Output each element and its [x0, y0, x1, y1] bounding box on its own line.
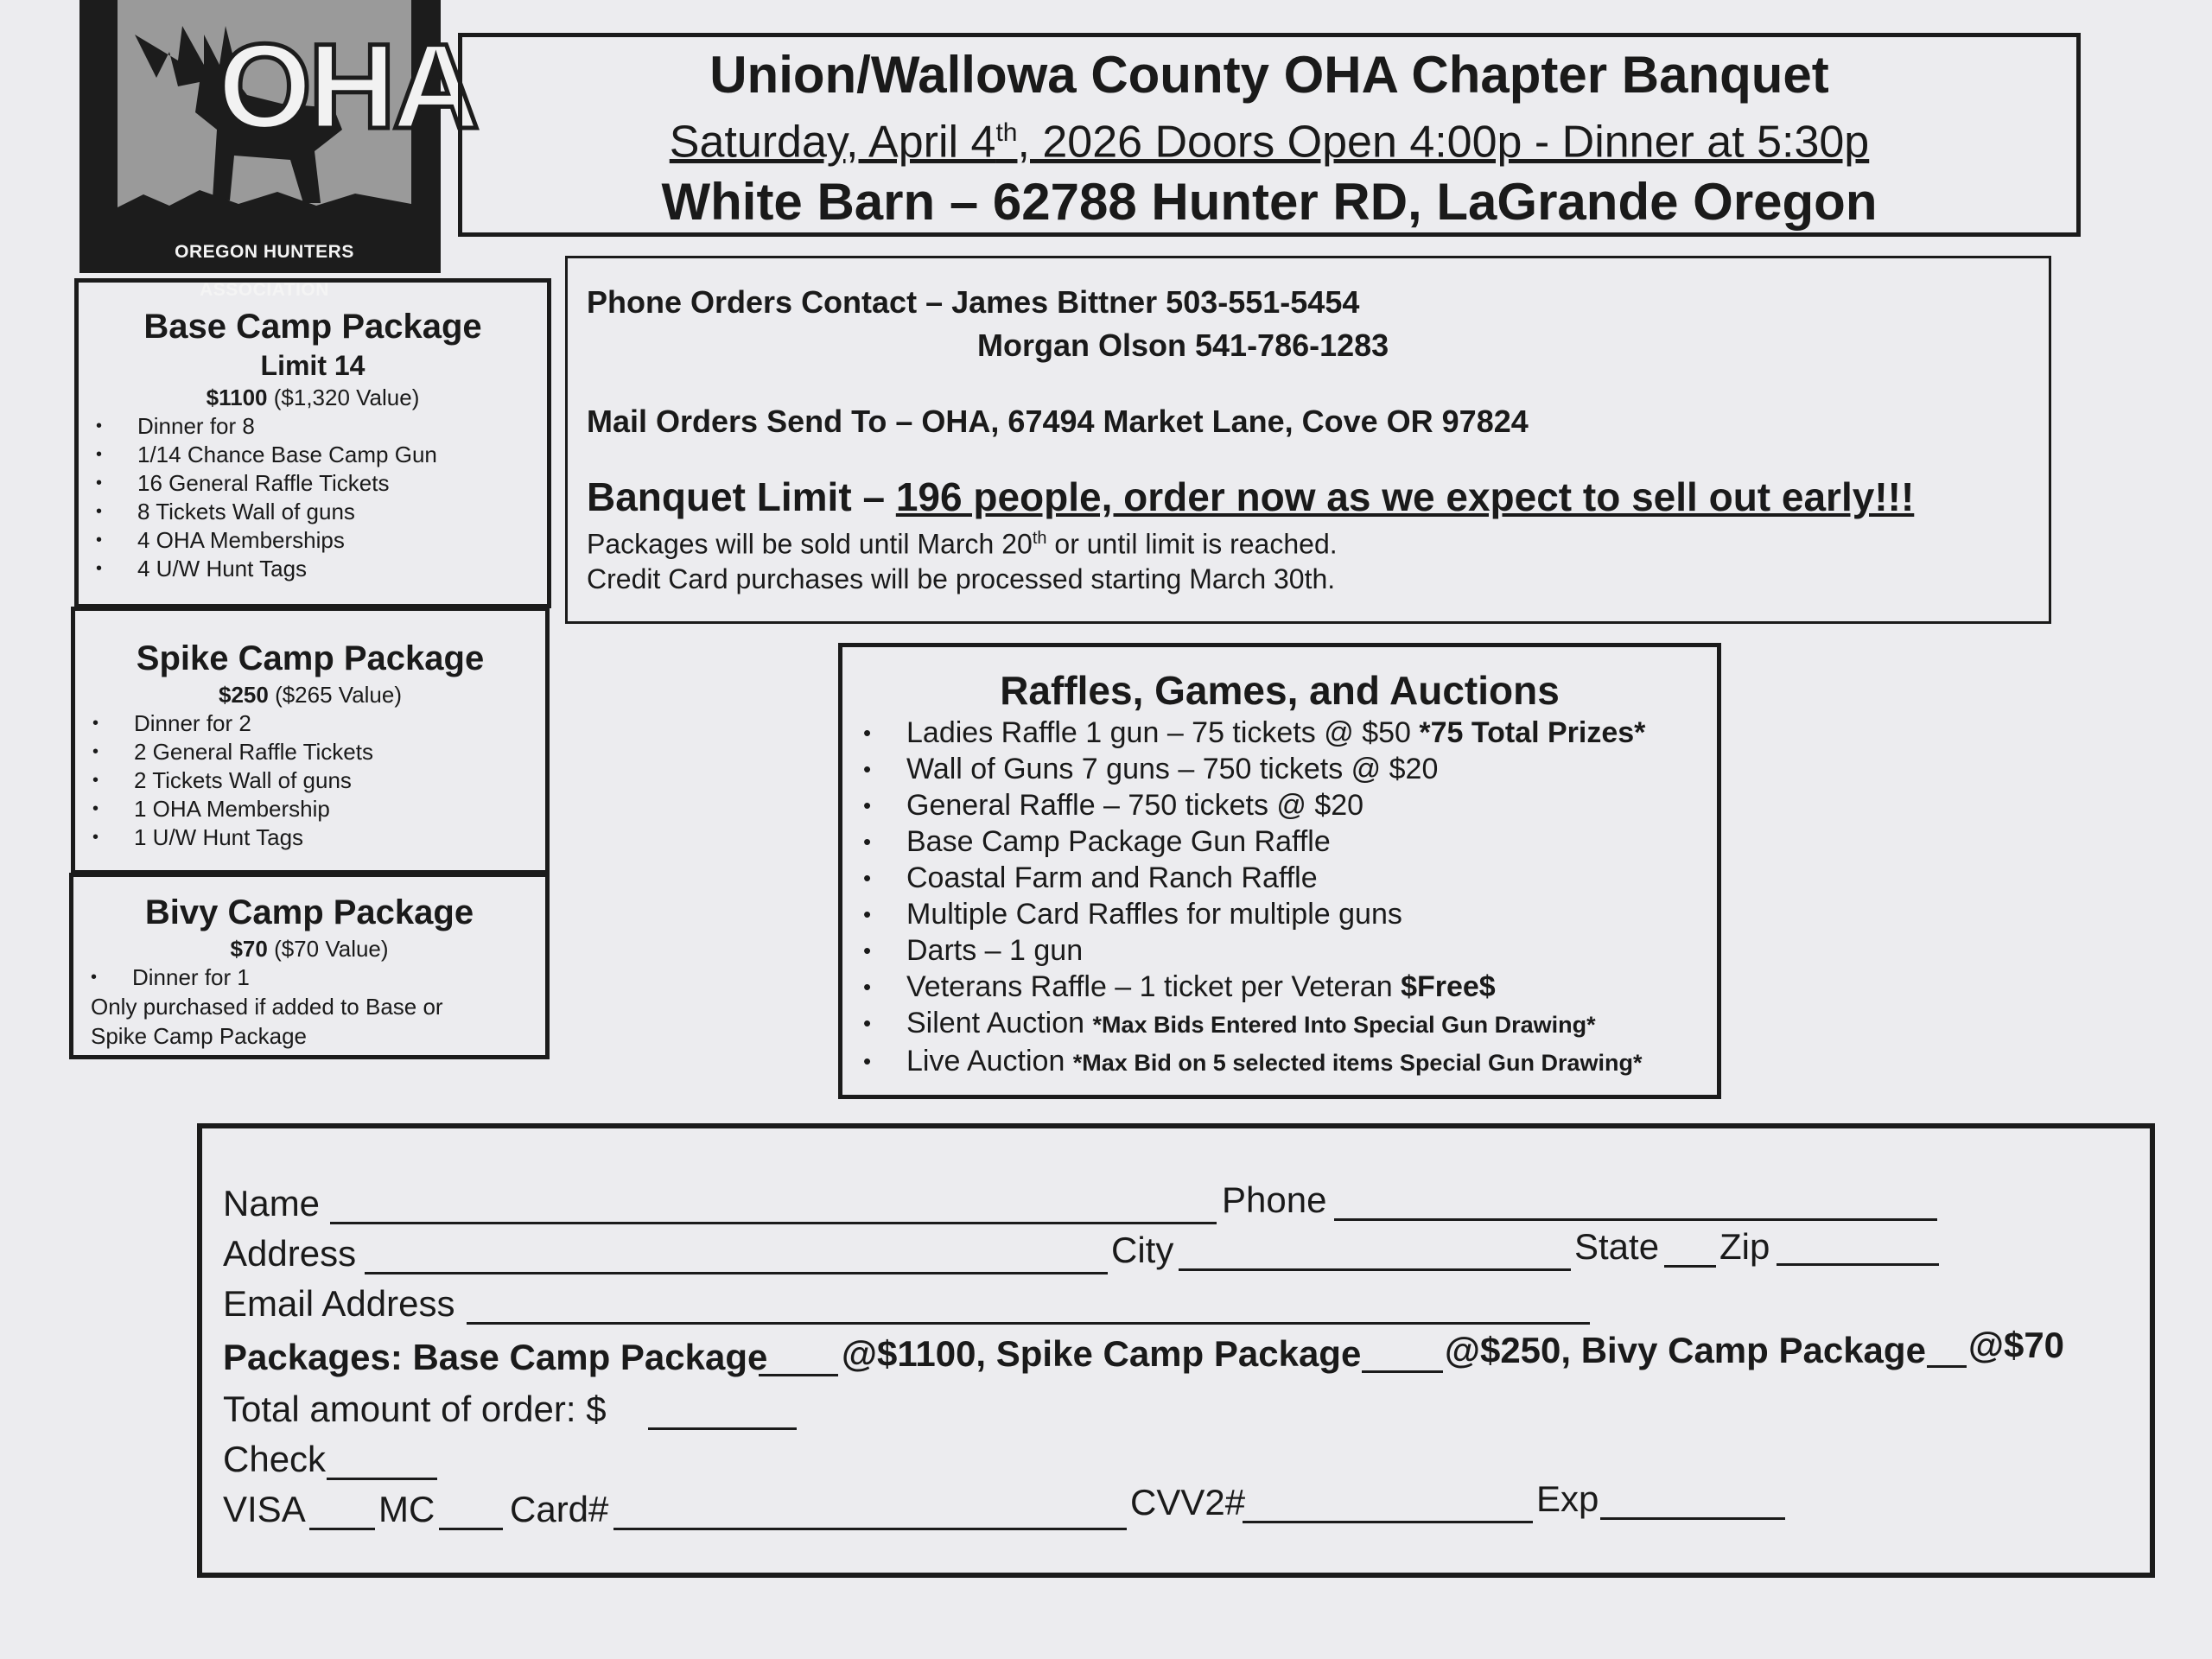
- phone-label: Phone: [1222, 1179, 1327, 1220]
- raffle-highlight: *75 Total Prizes*: [1419, 716, 1646, 749]
- package-title: Spike Camp Package: [136, 639, 485, 677]
- cvv-field[interactable]: [1243, 1521, 1533, 1523]
- address-label: Address: [223, 1233, 357, 1274]
- package-value: ($70 Value): [274, 936, 389, 962]
- email-field[interactable]: [467, 1322, 1590, 1325]
- package-items: [73, 963, 545, 992]
- state-label: State: [1574, 1226, 1660, 1267]
- mc-field[interactable]: [439, 1528, 503, 1530]
- list-item: • 2 Tickets Wall of guns: [75, 766, 545, 795]
- list-item: [842, 932, 1717, 969]
- package-note-line1: Only purchased if added to Base or: [91, 994, 443, 1020]
- list-item: [842, 715, 1717, 751]
- package-title: Bivy Camp Package: [144, 893, 474, 931]
- mc-label: MC: [378, 1489, 435, 1529]
- package-price: [79, 383, 547, 412]
- event-date-sup: th: [995, 118, 1018, 147]
- banquet-limit-text: 196 people, order now as we expect to sell out early!!!: [895, 474, 1915, 519]
- bivy-camp-qty-field[interactable]: [1927, 1365, 1967, 1368]
- list-item: • 1 U/W Hunt Tags: [75, 823, 545, 852]
- event-title: Union/Wallowa County OHA Chapter Banquet: [709, 46, 1829, 104]
- raffle-text: Wall of Guns 7 guns – 750 tickets @ $20: [906, 753, 1439, 785]
- city-field[interactable]: [1179, 1268, 1571, 1271]
- order-contact-box: [565, 256, 2051, 624]
- spike-camp-qty-field[interactable]: [1362, 1370, 1443, 1373]
- list-item: [842, 1043, 1717, 1081]
- bivy-camp-price-label: @$70: [1968, 1325, 2065, 1365]
- bivy-camp-package: [69, 873, 550, 1059]
- total-label: Total amount of order: $: [223, 1389, 607, 1429]
- order-form: [197, 1123, 2155, 1578]
- list-item: • Dinner for 2: [75, 709, 545, 738]
- package-limit: Limit 14: [260, 350, 365, 381]
- oha-logo: [79, 0, 477, 300]
- check-field[interactable]: [327, 1478, 437, 1480]
- phone-field[interactable]: [1334, 1218, 1937, 1221]
- raffle-text: Veterans Raffle – 1 ticket per Veteran: [906, 970, 1402, 1003]
- list-item: • 8 Tickets Wall of guns: [79, 498, 547, 526]
- sale-deadline: [587, 521, 2049, 562]
- list-item: • 4 OHA Memberships: [79, 526, 547, 555]
- base-camp-qty-field[interactable]: [759, 1374, 838, 1376]
- raffle-note: *Max Bids Entered Into Special Gun Drawing*: [1092, 1012, 1596, 1038]
- event-header: [458, 33, 2081, 237]
- raffle-text: Silent Auction: [906, 1007, 1093, 1039]
- sale-deadline-sup: th: [1032, 529, 1047, 548]
- sale-deadline-pre: Packages will be sold until March 20: [587, 528, 1033, 560]
- package-note-line2: Spike Camp Package: [91, 1023, 308, 1049]
- raffle-text: Live Auction: [906, 1045, 1073, 1077]
- raffles-list: [842, 715, 1717, 1081]
- banquet-limit: [587, 473, 2049, 521]
- sale-deadline-post: or until limit is reached.: [1046, 528, 1338, 560]
- phone-orders-contact: Phone Orders Contact – James Bittner 503-551-5454: [587, 284, 1360, 320]
- visa-field[interactable]: [309, 1528, 375, 1530]
- raffle-highlight: $Free$: [1401, 970, 1496, 1003]
- list-item: [842, 751, 1717, 787]
- raffle-text: Darts – 1 gun: [906, 934, 1084, 967]
- package-title: Base Camp Package: [143, 308, 482, 346]
- list-item: [842, 896, 1717, 932]
- list-item: [842, 969, 1717, 1005]
- exp-field[interactable]: [1600, 1517, 1785, 1520]
- logo-mark: OHA: [218, 18, 477, 154]
- package-price-amount: $1100: [206, 385, 268, 410]
- zip-label: Zip: [1719, 1226, 1770, 1267]
- packages-label: Packages: Base Camp Package: [223, 1337, 768, 1377]
- list-item: • 16 General Raffle Tickets: [79, 469, 547, 498]
- raffle-text: Base Camp Package Gun Raffle: [906, 825, 1331, 858]
- raffle-text: Coastal Farm and Ranch Raffle: [906, 861, 1318, 894]
- list-item: • Dinner for 8: [79, 412, 547, 441]
- list-item: • 2 General Raffle Tickets: [75, 738, 545, 766]
- package-price-amount: $250: [218, 682, 269, 708]
- raffle-text: General Raffle – 750 tickets @ $20: [906, 789, 1364, 822]
- list-item: • 1 OHA Membership: [75, 795, 545, 823]
- credit-card-note: Credit Card purchases will be processed starting March 30th.: [587, 563, 1336, 594]
- package-items: [79, 412, 547, 583]
- name-label: Name: [223, 1183, 321, 1224]
- cvv-label: CVV2#: [1130, 1482, 1246, 1522]
- list-item: [842, 823, 1717, 860]
- city-label: City: [1111, 1230, 1174, 1270]
- state-field[interactable]: [1664, 1265, 1716, 1268]
- check-label: Check: [223, 1439, 327, 1479]
- zip-field[interactable]: [1777, 1263, 1939, 1266]
- list-item: [842, 787, 1717, 823]
- package-price: [75, 680, 545, 709]
- event-date-pre: Saturday, April 4: [669, 117, 996, 168]
- card-number-label: Card#: [510, 1489, 609, 1529]
- list-item: • 4 U/W Hunt Tags: [79, 555, 547, 583]
- logo-org-name: OREGON HUNTERS ASSOCIATION: [118, 233, 411, 268]
- phone-orders-contact-2: Morgan Olson 541-786-1283: [977, 327, 1389, 363]
- email-label: Email Address: [223, 1283, 455, 1324]
- spike-camp-price-label: @$250, Bivy Camp Package: [1445, 1330, 1926, 1370]
- raffles-box: [838, 643, 1721, 1099]
- exp-label: Exp: [1536, 1478, 1599, 1519]
- list-item: • 1/14 Chance Base Camp Gun: [79, 441, 547, 469]
- mail-orders: Mail Orders Send To – OHA, 67494 Market Lane, Cove OR 97824: [587, 404, 1529, 439]
- list-item: [842, 1005, 1717, 1043]
- name-field[interactable]: [330, 1222, 1217, 1224]
- address-field[interactable]: [365, 1272, 1108, 1274]
- spike-camp-package: [71, 607, 550, 874]
- event-date: [462, 103, 2076, 172]
- package-items: [75, 709, 545, 852]
- raffle-text: Multiple Card Raffles for multiple guns: [906, 898, 1402, 931]
- event-venue: White Barn – 62788 Hunter RD, LaGrande Oregon: [661, 173, 1878, 232]
- package-price: [73, 934, 545, 963]
- list-item: [842, 860, 1717, 896]
- base-camp-price-label: @$1100, Spike Camp Package: [842, 1333, 1362, 1374]
- raffles-title: Raffles, Games, and Auctions: [1000, 668, 1560, 713]
- total-field[interactable]: [648, 1427, 797, 1430]
- card-number-field[interactable]: [613, 1528, 1127, 1530]
- banquet-limit-label: Banquet Limit –: [587, 474, 896, 519]
- raffle-note: *Max Bid on 5 selected items Special Gun Drawing*: [1072, 1050, 1643, 1076]
- raffle-text: Ladies Raffle 1 gun – 75 tickets @ $50: [906, 716, 1420, 749]
- package-price-amount: $70: [230, 936, 268, 962]
- package-value: ($1,320 Value): [273, 385, 420, 410]
- list-item: • Dinner for 1: [73, 963, 545, 992]
- base-camp-package: [74, 278, 551, 608]
- package-value: ($265 Value): [275, 682, 403, 708]
- visa-label: VISA: [223, 1489, 306, 1529]
- event-date-post: , 2026 Doors Open 4:00p - Dinner at 5:30p: [1017, 117, 1870, 168]
